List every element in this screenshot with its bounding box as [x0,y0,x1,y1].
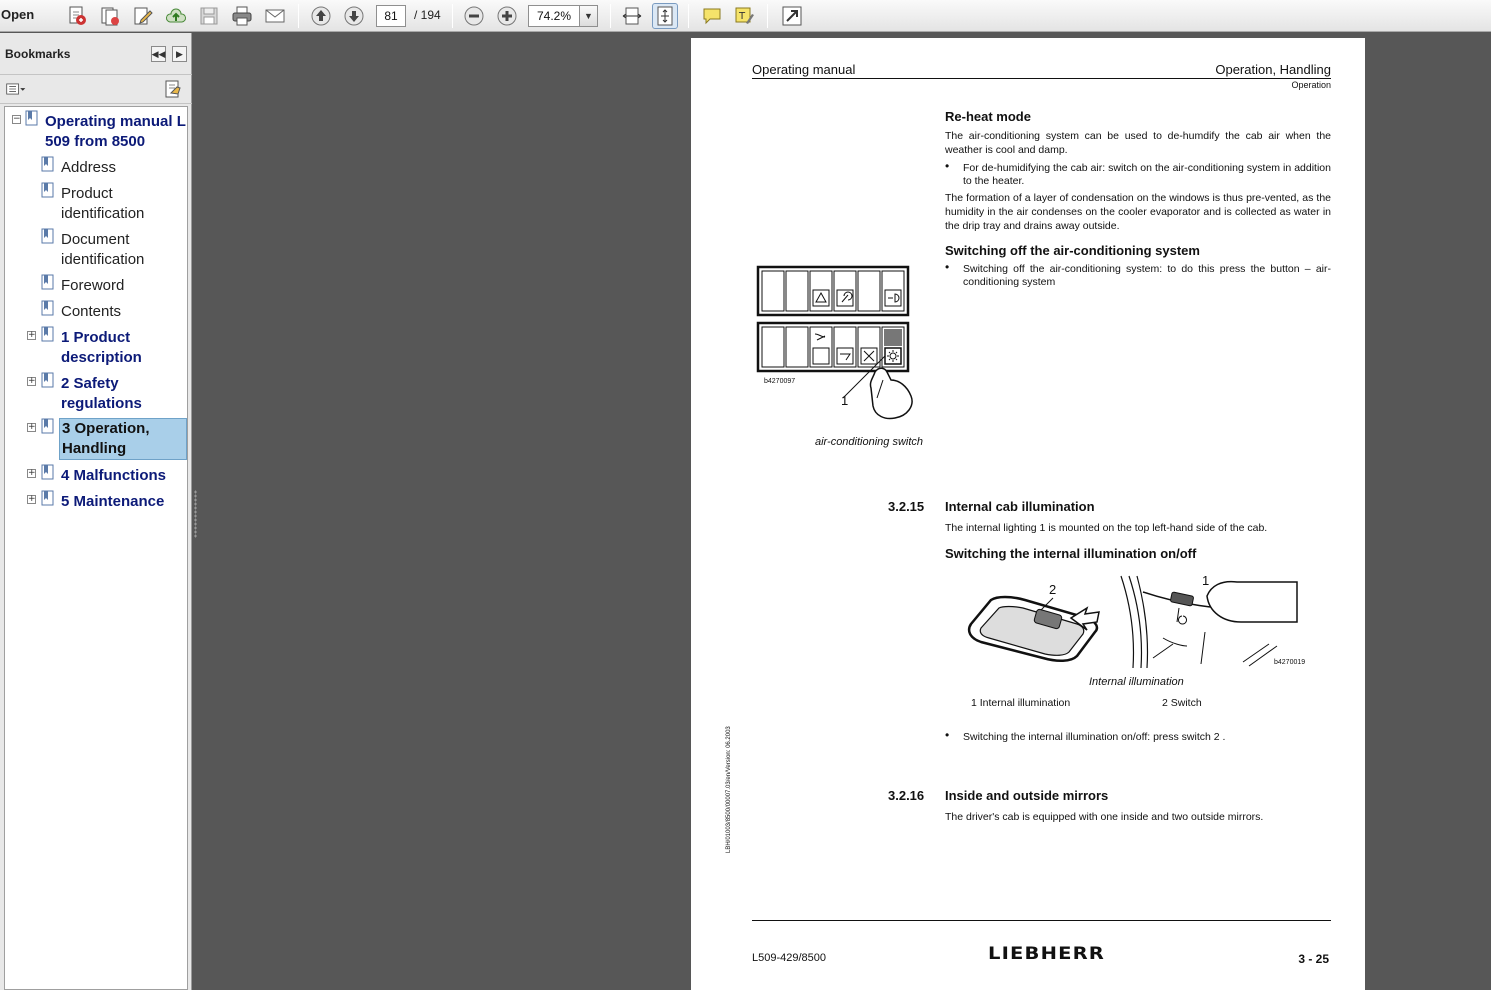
bookmarks-title: Bookmarks [5,47,71,61]
section-number-3215: 3.2.15 [888,499,925,514]
bookmark-icon [41,464,54,480]
bookmark-icon [41,228,54,244]
toolbar-separator [298,4,299,28]
bookmark-options-icon[interactable] [2,78,30,100]
bookmark-document-identification[interactable]: Document identification [61,231,145,268]
liebherr-logo: LIEBHERR [988,944,1106,964]
bookmark-icon [25,110,38,126]
expand-toggle-icon[interactable]: + [28,330,36,340]
combine-files-icon[interactable] [97,3,123,29]
header-subtitle: Operation [1291,80,1331,90]
collapse-toggle-icon[interactable]: − [13,114,21,124]
reheat-title: Re-heat mode [945,109,1031,124]
ac-switch-figure [755,264,915,424]
email-icon[interactable] [262,3,288,29]
expand-toggle-icon[interactable]: + [28,494,36,504]
toolbar-separator [767,4,768,28]
section-paragraph-3215: The internal lighting 1 is mounted on the top left-hand side of the cab. [945,522,1268,534]
bookmark-icon [41,300,54,316]
expand-toggle-icon[interactable]: + [28,468,36,478]
toolbar [0,0,1491,32]
svg-text:T: T [739,11,746,22]
bookmark-icon [41,326,54,342]
ac-off-bullet: Switching off the air-conditioning system: to do this press the button – air-conditioning system [963,263,1331,288]
bookmarks-header [0,33,192,75]
panel-menu-icon[interactable]: ▶ [172,46,187,62]
panel-resize-handle[interactable] [194,490,197,538]
fit-width-icon[interactable] [619,3,645,29]
footer-rule [752,920,1331,921]
bookmarks-tree [4,106,188,990]
illumination-bullet: Switching the internal illumination on/off: press switch 2 . [963,731,1226,743]
figure-2-legend-2: 2 Switch [1162,697,1202,709]
page-total: / 194 [414,8,441,22]
document-page [691,38,1365,990]
expand-toggle-icon[interactable]: + [28,376,36,386]
bullet-dot: • [945,728,950,742]
bookmark-foreword[interactable]: Foreword [61,277,125,294]
bookmark-icon [41,182,54,198]
print-icon[interactable] [229,3,255,29]
header-right: Operation, Handling [1215,62,1331,77]
header-rule [752,78,1331,79]
section-paragraph-3216: The driver's cab is equipped with one inside and two outside mirrors. [945,811,1264,823]
reheat-bullet: For de-humidifying the cab air: switch on the air-conditioning system in addition to the heater. [963,162,1331,187]
bookmark-icon [41,156,54,172]
fit-page-icon[interactable] [652,3,678,29]
open-button[interactable]: Open [1,7,35,22]
toolbar-separator [452,4,453,28]
figure-2-caption: Internal illumination [1089,676,1184,688]
bookmark-contents[interactable]: Contents [61,303,122,320]
figure-2-code: b4270019 [1274,659,1306,666]
page-number: 3 - 25 [1298,952,1329,966]
highlight-text-icon[interactable] [731,3,757,29]
reheat-paragraph-2: The formation of a layer of condensation on the windows is thus pre-vented, as the humidity in the air condenses on the cooler evaporator and is collected as water in the drip tray and drains away outside. [945,192,1331,232]
bookmark-chapter-2[interactable]: 2 Safety regulations [61,375,142,412]
illumination-switch-title: Switching the internal illumination on/off [945,546,1197,561]
bookmark-address[interactable]: Address [61,159,117,176]
comment-icon[interactable] [699,3,725,29]
toolbar-separator [688,4,689,28]
figure-2-callout-light: 1 [1202,573,1210,588]
bookmark-icon [41,274,54,290]
toolbar-separator [610,4,611,28]
bookmark-icon [41,372,54,388]
zoom-in-icon[interactable] [494,3,520,29]
page-number-input[interactable] [376,5,406,27]
bookmark-icon [41,418,54,434]
bookmark-icon [41,490,54,506]
footer-left: L509-429/8500 [752,952,827,964]
section-number-3216: 3.2.16 [888,788,925,803]
full-screen-icon[interactable] [779,3,805,29]
edit-document-icon[interactable] [130,3,156,29]
bullet-dot: • [945,159,950,173]
document-version-text: LBH/01003/8500/00007.03/en/Version: 06.2003 [726,726,732,853]
collapse-panel-icon[interactable]: ◀◀ [151,46,166,62]
bookmark-chapter-4[interactable]: 4 Malfunctions [61,467,167,484]
ac-off-title: Switching off the air-conditioning system [945,243,1200,258]
bookmarks-tools [0,76,192,104]
figure-1-code: b4270097 [764,378,796,385]
create-pdf-icon[interactable] [64,3,90,29]
internal-illumination-figure [967,572,1309,670]
bookmark-chapter-1[interactable]: 1 Product description [61,329,142,366]
figure-1-caption: air-conditioning switch [815,436,924,448]
save-icon[interactable] [196,3,222,29]
upload-icon[interactable] [163,3,189,29]
bullet-dot: • [945,260,950,274]
figure-2-callout-switch: 2 [1049,582,1057,597]
bookmarks-panel [0,33,192,990]
zoom-out-icon[interactable] [461,3,487,29]
reheat-paragraph-1: The air-conditioning system can be used to de-humdify the cab air when the weather is cool and damp. [945,130,1331,156]
bookmark-chapter-5[interactable]: 5 Maintenance [61,493,165,510]
expand-bookmark-icon[interactable] [160,78,184,100]
zoom-dropdown-icon[interactable]: ▼ [580,5,598,27]
bookmark-root[interactable]: Operating manual L 509 from 8500 [45,113,186,150]
section-title-3216: Inside and outside mirrors [945,788,1109,803]
figure-1-callout: 1 [841,393,849,408]
header-left: Operating manual [752,62,856,77]
figure-2-legend-1: 1 Internal illumination [971,697,1071,709]
expand-toggle-icon[interactable]: + [28,422,36,432]
bookmark-product-identification[interactable]: Product identification [61,185,145,222]
next-page-icon[interactable] [341,3,367,29]
zoom-input[interactable] [528,5,580,27]
previous-page-icon[interactable] [308,3,334,29]
section-title-3215: Internal cab illumination [945,499,1095,514]
bookmark-chapter-3-selected[interactable]: 3 Operation, Handling [59,418,187,460]
